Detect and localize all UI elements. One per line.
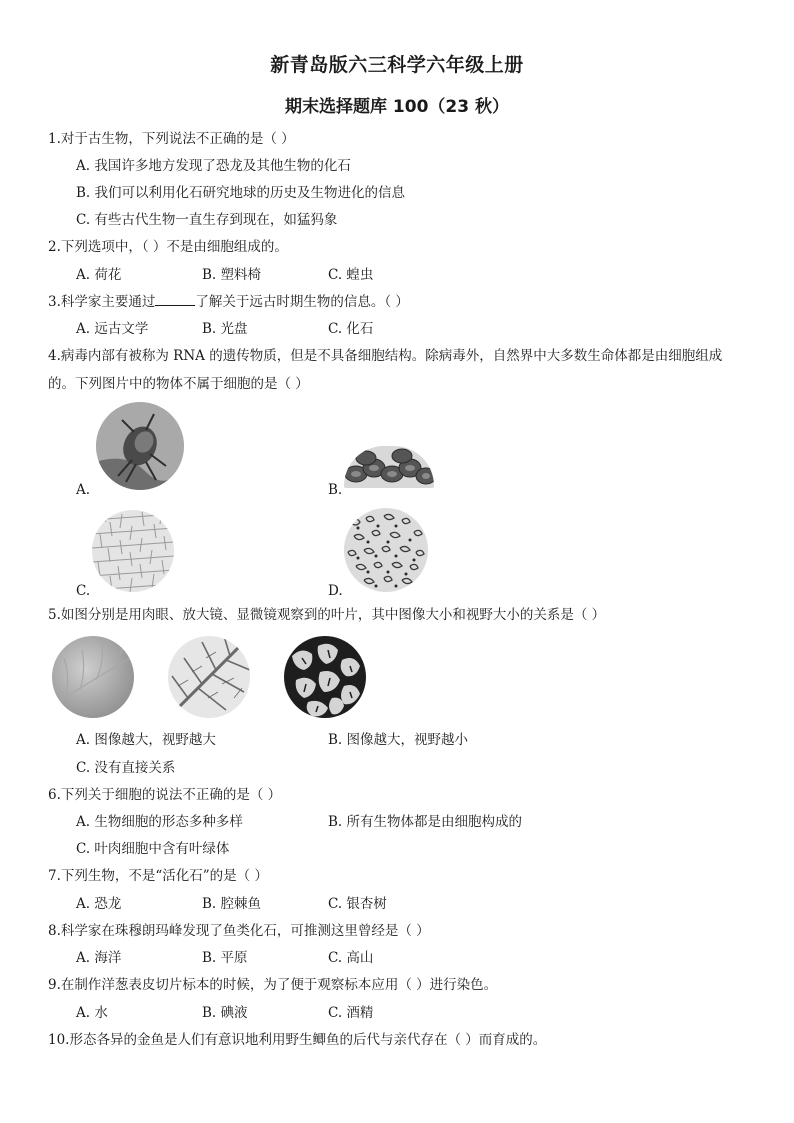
question-4-option-c: C.: [76, 583, 91, 599]
question-1-stem: 1.对于古生物，下列说法不正确的是（ ）: [48, 131, 295, 147]
question-3-stem: [48, 293, 409, 311]
question-4-stem-line-1: 4.病毒内部有被称为 RNA 的遗传物质，但是不具备细胞结构。除病毒外，自然界中大多数生命体都是由细胞组成: [48, 348, 723, 364]
question-3-stem-end: 了解关于远古时期生物的信息。（ ）: [195, 294, 409, 310]
question-9-option-c: C. 酒精: [328, 1005, 374, 1021]
question-2-option-a: A. 荷花: [76, 267, 122, 283]
question-4-option-a: A.: [76, 482, 91, 498]
question-9-option-b: B. 碘液: [202, 1005, 248, 1021]
leaf-microscope-image: [284, 636, 366, 718]
question-7-option-b: B. 腔棘鱼: [202, 896, 262, 912]
question-5-option-c: C. 没有直接关系: [76, 760, 176, 776]
question-7-option-a: A. 恐龙: [76, 896, 122, 912]
question-8-option-c: C. 高山: [328, 950, 374, 966]
question-3-option-c: C. 化石: [328, 321, 374, 337]
question-1-option-b: B. 我们可以利用化石研究地球的历史及生物进化的信息: [76, 185, 406, 201]
question-2-stem: 2.下列选项中，（ ）不是由细胞组成的。: [48, 239, 288, 255]
leaf-naked-eye-image: [52, 636, 134, 718]
leaf-magnifier-image: [168, 636, 250, 718]
mite-microscope-image: [96, 402, 184, 490]
question-2-option-b: B. 塑料椅: [202, 267, 262, 283]
question-8-option-b: B. 平原: [202, 950, 248, 966]
question-6-option-c: C. 叶肉细胞中含有叶绿体: [76, 841, 230, 857]
question-5-stem: 5.如图分别是用肉眼、放大镜、显微镜观察到的叶片，其中图像大小和视野大小的关系是（ ）: [48, 607, 606, 623]
question-10-stem: 10.形态各异的金鱼是人们有意识地利用野生鲫鱼的后代与亲代存在（ ）而育成的。: [48, 1032, 547, 1048]
question-4-option-b: B.: [328, 482, 343, 498]
question-8-option-a: A. 海洋: [76, 950, 122, 966]
question-9-option-a: A. 水: [76, 1005, 108, 1021]
question-1-option-c: C. 有些古代生物一直生存到现在，如猛犸象: [76, 212, 338, 228]
document-title: 新青岛版六三科学六年级上册: [270, 54, 524, 76]
question-4-stem-line-2: 的。下列图片中的物体不属于细胞的是（ ）: [48, 376, 309, 392]
document-subtitle: 期末选择题库 100（23 秋）: [285, 97, 509, 117]
question-9-stem: 9.在制作洋葱表皮切片标本的时候，为了便于观察标本应用（ ）进行染色。: [48, 977, 498, 993]
onion-epidermis-cells-image: [92, 510, 174, 592]
question-1-option-a: A. 我国许多地方发现了恐龙及其他生物的化石: [76, 158, 351, 174]
question-7-option-c: C. 银杏树: [328, 896, 387, 912]
question-5-option-b: B. 图像越大，视野越小: [328, 732, 469, 748]
question-6-stem: 6.下列关于细胞的说法不正确的是（ ）: [48, 787, 282, 803]
answer-blank: [155, 293, 195, 306]
question-5-option-a: A. 图像越大，视野越大: [76, 732, 216, 748]
question-3-option-b: B. 光盘: [202, 321, 248, 337]
red-blood-cells-image: [344, 446, 434, 488]
question-3-stem-start: 3.科学家主要通过: [48, 294, 156, 310]
question-6-option-a: A. 生物细胞的形态多种多样: [76, 814, 243, 830]
question-3-option-a: A. 远古文学: [76, 321, 149, 337]
question-2-option-c: C. 蝗虫: [328, 267, 374, 283]
question-8-stem: 8.科学家在珠穆朗玛峰发现了鱼类化石，可推测这里曾经是（ ）: [48, 923, 430, 939]
plant-cells-stained-image: [344, 508, 428, 592]
question-4-option-d: D.: [328, 583, 343, 599]
question-6-option-b: B. 所有生物体都是由细胞构成的: [328, 814, 523, 830]
question-7-stem: 7.下列生物，不是“活化石”的是（ ）: [48, 868, 268, 884]
